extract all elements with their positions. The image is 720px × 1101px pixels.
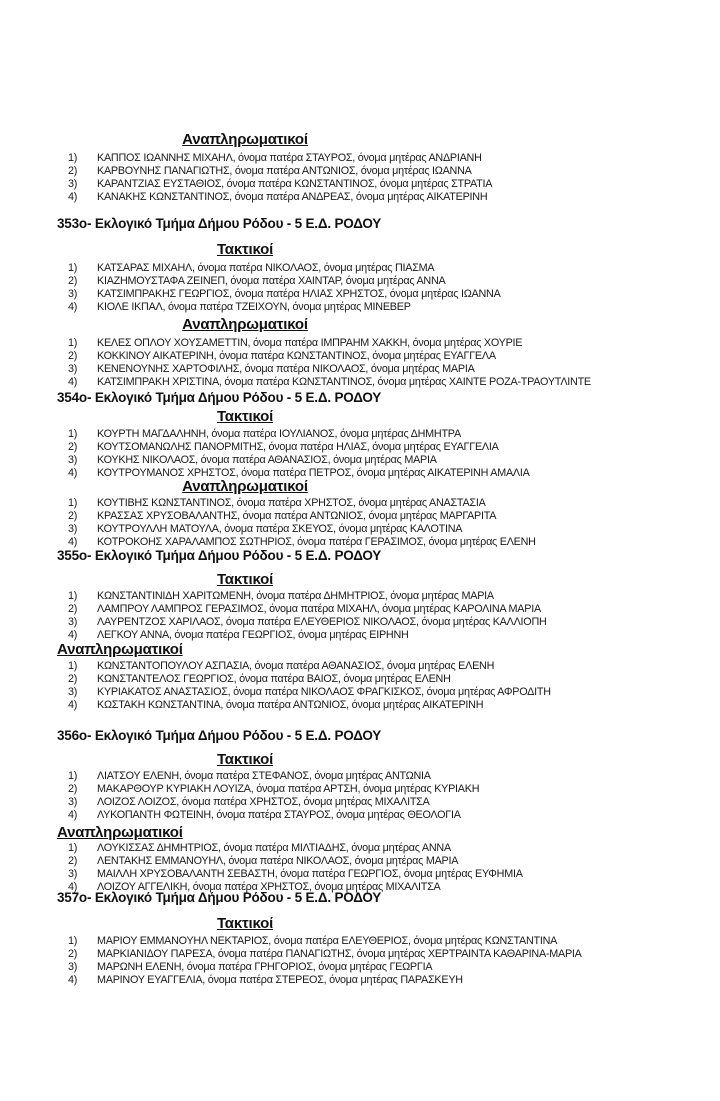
- list-item-number: 3): [68, 961, 78, 973]
- list-item-number: 1): [68, 337, 78, 349]
- list-item: [68, 441, 710, 454]
- list-item-text: ΚΟΥΤΡΟΥΜΑΝΟΣ ΧΡΗΣΤΟΣ, όνομα πατέρα ΠΕΤΡΟΣ, όνομα μητέρας ΑΙΚΑΤΕΡΙΝΗ ΑΜΑΛΙΑ: [97, 467, 530, 479]
- regulars-list: [68, 770, 710, 822]
- list-item: [68, 191, 710, 204]
- list-item-number: 4): [68, 974, 78, 986]
- substitutes-list: [68, 497, 710, 549]
- list-item-number: 3): [68, 288, 78, 300]
- list-item-text: ΚΩΣΤΑΚΗ ΚΩΝΣΤΑΝΤΙΝΑ, όνομα πατέρα ΑΝΤΩΝΙΟΣ, όνομα μητέρας ΑΙΚΑΤΕΡΙΝΗ: [97, 699, 484, 711]
- list-item-number: 1): [68, 935, 78, 947]
- list-item-number: 4): [68, 376, 78, 388]
- list-item-text: ΚΑΤΣΙΜΠΡΑΚΗΣ ΓΕΩΡΓΙΟΣ, όνομα πατέρα ΗΛΙΑΣ ΧΡΗΣΤΟΣ, όνομα μητέρας ΙΩΑΝΝΑ: [97, 288, 501, 300]
- list-item-text: ΚΟΥΤΡΟΥΛΛΗ ΜΑΤΟΥΛΑ, όνομα πατέρα ΣΚΕΥΟΣ, όνομα μητέρας ΚΑΛΟΤΙΝΑ: [97, 523, 463, 535]
- list-item-number: 2): [68, 603, 78, 615]
- list-item: [68, 855, 710, 868]
- list-item: [68, 686, 710, 699]
- list-item-number: 1): [68, 152, 78, 164]
- group-header-substitutes: Αναπληρωματικοί: [182, 316, 308, 333]
- list-item-number: 1): [68, 660, 78, 672]
- list-item-text: ΚΑΤΣΑΡΑΣ ΜΙΧΑΗΛ, όνομα πατέρα ΝΙΚΟΛΑΟΣ, όνομα μητέρας ΠΙΑΣΜΑ: [97, 262, 435, 274]
- list-item-text: ΚΕΛΕΣ ΟΠΛΟΥ ΧΟΥΣΑΜΕΤΤΙΝ, όνομα πατέρα ΙΜΠΡΑΗΜ ΧΑΚΚΗ, όνομα μητέρας ΧΟΥΡΙΕ: [97, 337, 523, 349]
- section-title-356: 356ο- Εκλογικό Τμήμα Δήμου Ρόδου - 5 Ε.Δ. ΡΟΔΟΥ: [57, 728, 382, 743]
- list-item-number: 3): [68, 363, 78, 375]
- list-item-number: 4): [68, 809, 78, 821]
- list-item-number: 4): [68, 191, 78, 203]
- list-item: [68, 948, 710, 961]
- list-item-number: 4): [68, 699, 78, 711]
- regulars-list: [68, 262, 710, 314]
- section-title-357: 357ο- Εκλογικό Τμήμα Δήμου Ρόδου - 5 Ε.Δ. ΡΟΔΟΥ: [57, 890, 382, 905]
- list-item: [68, 660, 710, 673]
- list-item-text: ΚΑΡΑΝΤΖΙΑΣ ΕΥΣΤΑΘΙΟΣ, όνομα πατέρα ΚΩΝΣΤΑΝΤΙΝΟΣ, όνομα μητέρας ΣΤΡΑΤΙΑ: [97, 178, 493, 190]
- regulars-list: [68, 590, 710, 642]
- group-header-substitutes: Αναπληρωματικοί: [57, 824, 183, 841]
- list-item-text: ΛΑΥΡΕΝΤΖΟΣ ΧΑΡΙΛΑΟΣ, όνομα πατέρα ΕΛΕΥΘΕΡΙΟΣ ΝΙΚΟΛΑΟΣ, όνομα μητέρας ΚΑΛΛΙΟΠΗ: [97, 616, 547, 628]
- section-title-353: 353ο- Εκλογικό Τμήμα Δήμου Ρόδου - 5 Ε.Δ. ΡΟΔΟΥ: [57, 216, 382, 231]
- group-header-substitutes: Αναπληρωματικοί: [182, 131, 308, 148]
- list-item-text: ΛΟΥΚΙΣΣΑΣ ΔΗΜΗΤΡΙΟΣ, όνομα πατέρα ΜΙΛΤΙΑΔΗΣ, όνομα μητέρας ΑΝΝΑ: [97, 842, 451, 854]
- substitutes-list: [68, 660, 710, 712]
- group-header-regulars: Τακτικοί: [216, 751, 274, 768]
- list-item-text: ΛΙΑΤΣΟΥ ΕΛΕΝΗ, όνομα πατέρα ΣΤΕΦΑΝΟΣ, όνομα μητέρας ΑΝΤΩΝΙΑ: [97, 770, 431, 782]
- list-item: [68, 165, 710, 178]
- list-item-text: ΜΑΡΚΙΑΝΙΔΟΥ ΠΑΡΕΣΑ, όνομα πατέρα ΠΑΝΑΓΙΩΤΗΣ, όνομα μητέρας ΧΕΡΤΡΑΙΝΤΑ ΚΑΘΑΡΙΝΑ-ΜΑΡΙΑ: [97, 948, 582, 960]
- list-item-number: 3): [68, 868, 78, 880]
- regulars-list: [68, 428, 710, 480]
- list-item-text: ΚΥΡΙΑΚΑΤΟΣ ΑΝΑΣΤΑΣΙΟΣ, όνομα πατέρα ΝΙΚΟΛΑΟΣ ΦΡΑΓΚΙΣΚΟΣ, όνομα μητέρας ΑΦΡΟΔΙΤΗ: [97, 686, 551, 698]
- list-item-number: 1): [68, 770, 78, 782]
- list-item-text: ΜΑΡΩΝΗ ΕΛΕΝΗ, όνομα πατέρα ΓΡΗΓΟΡΙΟΣ, όνομα μητέρας ΓΕΩΡΓΙΑ: [97, 961, 433, 973]
- list-item: [68, 590, 710, 603]
- list-item: [68, 497, 710, 510]
- list-item: [68, 178, 710, 191]
- list-item-text: ΚΑΝΑΚΗΣ ΚΩΝΣΤΑΝΤΙΝΟΣ, όνομα πατέρα ΑΝΔΡΕΑΣ, όνομα μητέρας ΑΙΚΑΤΕΡΙΝΗ: [97, 191, 488, 203]
- list-item-number: 4): [68, 629, 78, 641]
- list-item: [68, 699, 710, 712]
- list-item: [68, 454, 710, 467]
- list-item: [68, 868, 710, 881]
- list-item-text: ΚΡΑΣΣΑΣ ΧΡΥΣΟΒΑΛΑΝΤΗΣ, όνομα πατέρα ΑΝΤΩΝΙΟΣ, όνομα μητέρας ΜΑΡΓΑΡΙΤΑ: [97, 510, 497, 522]
- list-item-number: 4): [68, 301, 78, 313]
- list-item-text: ΛΥΚΟΠΑΝΤΗ ΦΩΤΕΙΝΗ, όνομα πατέρα ΣΤΑΥΡΟΣ, όνομα μητέρας ΘΕΟΛΟΓΙΑ: [97, 809, 461, 821]
- list-item-number: 1): [68, 497, 78, 509]
- list-item-number: 2): [68, 783, 78, 795]
- list-item-number: 2): [68, 350, 78, 362]
- list-item-text: ΚΩΝΣΤΑΝΤΙΝΙΔΗ ΧΑΡΙΤΩΜΕΝΗ, όνομα πατέρα ΔΗΜΗΤΡΙΟΣ, όνομα μητέρας ΜΑΡΙΑ: [97, 590, 494, 602]
- group-header-regulars: Τακτικοί: [216, 241, 274, 258]
- list-item-text: ΛΕΝΤΑΚΗΣ ΕΜΜΑΝΟΥΗΛ, όνομα πατέρα ΝΙΚΟΛΑΟΣ, όνομα μητέρας ΜΑΡΙΑ: [97, 855, 459, 867]
- list-item: [68, 523, 710, 536]
- list-item-number: 2): [68, 275, 78, 287]
- list-item-text: ΚΟΚΚΙΝΟΥ ΑΙΚΑΤΕΡΙΝΗ, όνομα πατέρα ΚΩΝΣΤΑΝΤΙΝΟΣ, όνομα μητέρας ΕΥΑΓΓΕΛΑ: [97, 350, 496, 362]
- list-item-number: 4): [68, 536, 78, 548]
- list-item-number: 3): [68, 523, 78, 535]
- list-item-number: 1): [68, 428, 78, 440]
- list-item-text: ΚΑΤΣΙΜΠΡΑΚΗ ΧΡΙΣΤΙΝΑ, όνομα πατέρα ΚΩΝΣΤΑΝΤΙΝΟΣ, όνομα μητέρας ΧΑΙΝΤΕ ΡΟΖΑ-ΤΡΑΟΥΤΛΙΝΤΕ: [97, 376, 591, 388]
- list-item-number: 4): [68, 881, 78, 893]
- group-header-substitutes: Αναπληρωματικοί: [57, 641, 183, 658]
- list-item: [68, 961, 710, 974]
- list-item-text: ΜΑΚΑΡΘΟΥΡ ΚΥΡΙΑΚΗ ΛΟΥΙΖΑ, όνομα πατέρα ΑΡΤΣΗ, όνομα μητέρας ΚΥΡΙΑΚΗ: [97, 783, 480, 795]
- group-header-regulars: Τακτικοί: [216, 571, 274, 588]
- list-item: [68, 603, 710, 616]
- list-item: [68, 770, 710, 783]
- substitutes-list: [68, 152, 710, 204]
- list-item-text: ΜΑΡΙΝΟΥ ΕΥΑΓΓΕΛΙΑ, όνομα πατέρα ΣΤΕΡΕΟΣ, όνομα μητέρας ΠΑΡΑΣΚΕΥΗ: [97, 974, 463, 986]
- list-item-number: 2): [68, 948, 78, 960]
- list-item-number: 3): [68, 178, 78, 190]
- list-item-number: 3): [68, 454, 78, 466]
- list-item-text: ΚΕΝΕΝΟΥΝΗΣ ΧΑΡΤΟΦΙΛΗΣ, όνομα πατέρα ΝΙΚΟΛΑΟΣ, όνομα μητέρας ΜΑΡΙΑ: [97, 363, 475, 375]
- list-item-text: ΜΑΡΙΟΥ ΕΜΜΑΝΟΥΗΛ ΝΕΚΤΑΡΙΟΣ, όνομα πατέρα ΕΛΕΥΘΕΡΙΟΣ, όνομα μητέρας ΚΩΝΣΤΑΝΤΙΝΑ: [97, 935, 558, 947]
- group-header-substitutes: Αναπληρωματικοί: [182, 478, 308, 495]
- list-item-number: 4): [68, 467, 78, 479]
- list-item: [68, 783, 710, 796]
- list-item: [68, 337, 710, 350]
- list-item-number: 2): [68, 855, 78, 867]
- list-item-number: 3): [68, 616, 78, 628]
- group-header-regulars: Τακτικοί: [216, 915, 274, 932]
- list-item-number: 2): [68, 165, 78, 177]
- list-item-number: 1): [68, 842, 78, 854]
- list-item-text: ΚΟΥΤΙΒΗΣ ΚΩΝΣΤΑΝΤΙΝΟΣ, όνομα πατέρα ΧΡΗΣΤΟΣ, όνομα μητέρας ΑΝΑΣΤΑΣΙΑ: [97, 497, 486, 509]
- list-item-text: ΚΑΡΒΟΥΝΗΣ ΠΑΝΑΓΙΩΤΗΣ, όνομα πατέρα ΑΝΤΩΝΙΟΣ, όνομα μητέρας ΙΩΑΝΝΑ: [97, 165, 472, 177]
- list-item-text: ΜΑΙΛΛΗ ΧΡΥΣΟΒΑΛΑΝΤΗ ΣΕΒΑΣΤΗ, όνομα πατέρα ΓΕΩΡΓΙΟΣ, όνομα μητέρας ΕΥΦΗΜΙΑ: [97, 868, 523, 880]
- list-item-number: 1): [68, 262, 78, 274]
- list-item: [68, 152, 710, 165]
- list-item: [68, 350, 710, 363]
- list-item-text: ΚΙΑΖΗΜΟΥΣΤΑΦΑ ΖΕΙΝΕΠ, όνομα πατέρα ΧΑΙΝΤΑΡ, όνομα μητέρας ΑΝΝΑ: [97, 275, 446, 287]
- list-item-text: ΚΟΥΚΗΣ ΝΙΚΟΛΑΟΣ, όνομα πατέρα ΑΘΑΝΑΣΙΟΣ, όνομα μητέρας ΜΑΡΙΑ: [97, 454, 437, 466]
- group-header-regulars: Τακτικοί: [216, 408, 274, 425]
- list-item: [68, 301, 710, 314]
- list-item: [68, 842, 710, 855]
- list-item-text: ΚΑΠΠΟΣ ΙΩΑΝΝΗΣ ΜΙΧΑΗΛ, όνομα πατέρα ΣΤΑΥΡΟΣ, όνομα μητέρας ΑΝΔΡΙΑΝΗ: [97, 152, 482, 164]
- list-item-text: ΚΙΟΛΕ ΙΚΠΑΛ, όνομα πατέρα ΤΖΕΙΧΟΥΝ, όνομα μητέρας ΜΙΝΕΒΕΡ: [97, 301, 411, 313]
- list-item: [68, 428, 710, 441]
- list-item-text: ΚΟΥΡΤΗ ΜΑΓΔΑΛΗΝΗ, όνομα πατέρα ΙΟΥΛΙΑΝΟΣ, όνομα μητέρας ΔΗΜΗΤΡΑ: [97, 428, 461, 440]
- list-item-number: 2): [68, 510, 78, 522]
- list-item-text: ΚΟΤΡΟΚΟΗΣ ΧΑΡΑΛΑΜΠΟΣ ΣΩΤΗΡΙΟΣ, όνομα πατέρα ΓΕΡΑΣΙΜΟΣ, όνομα μητέρας ΕΛΕΝΗ: [97, 536, 536, 548]
- list-item-number: 2): [68, 673, 78, 685]
- substitutes-list: [68, 337, 710, 389]
- list-item: [68, 262, 710, 275]
- list-item: [68, 809, 710, 822]
- list-item-number: 2): [68, 441, 78, 453]
- list-item-text: ΚΟΥΤΣΟΜΑΝΩΛΗΣ ΠΑΝΟΡΜΙΤΗΣ, όνομα πατέρα ΗΛΙΑΣ, όνομα μητέρας ΕΥΑΓΓΕΛΙΑ: [97, 441, 499, 453]
- regulars-list: [68, 935, 710, 987]
- list-item: [68, 935, 710, 948]
- list-item-text: ΚΩΝΣΤΑΝΤΟΠΟΥΛΟΥ ΑΣΠΑΣΙΑ, όνομα πατέρα ΑΘΑΝΑΣΙΟΣ, όνομα μητέρας ΕΛΕΝΗ: [97, 660, 495, 672]
- list-item: [68, 616, 710, 629]
- list-item: [68, 974, 710, 987]
- list-item-text: ΛΑΜΠΡΟΥ ΛΑΜΠΡΟΣ ΓΕΡΑΣΙΜΟΣ, όνομα πατέρα ΜΙΧΑΗΛ, όνομα μητέρας ΚΑΡΟΛΙΝΑ ΜΑΡΙΑ: [97, 603, 541, 615]
- list-item: [68, 275, 710, 288]
- section-title-355: 355ο- Εκλογικό Τμήμα Δήμου Ρόδου - 5 Ε.Δ. ΡΟΔΟΥ: [57, 548, 382, 563]
- list-item: [68, 363, 710, 376]
- list-item-number: 1): [68, 590, 78, 602]
- list-item-text: ΚΩΝΣΤΑΝΤΕΛΟΣ ΓΕΩΡΓΙΟΣ, όνομα πατέρα ΒΑΙΟΣ, όνομα μητέρας ΕΛΕΝΗ: [97, 673, 451, 685]
- list-item: [68, 796, 710, 809]
- substitutes-list: [68, 842, 710, 894]
- list-item: [68, 510, 710, 523]
- list-item-text: ΛΟΙΖΟΥ ΑΓΓΕΛΙΚΗ, όνομα πατέρα ΧΡΗΣΤΟΣ, όνομα μητέρας ΜΙΧΑΛΙΤΣΑ: [97, 881, 441, 893]
- list-item: [68, 673, 710, 686]
- list-item-text: ΛΟΙΖΟΣ ΛΟΙΖΟΣ, όνομα πατέρα ΧΡΗΣΤΟΣ, όνομα μητέρας ΜΙΧΑΛΙΤΣΑ: [97, 796, 430, 808]
- list-item-number: 3): [68, 686, 78, 698]
- list-item: [68, 376, 710, 389]
- list-item-number: 3): [68, 796, 78, 808]
- list-item-text: ΛΕΓΚΟΥ ΑΝΝΑ, όνομα πατέρα ΓΕΩΡΓΙΟΣ, όνομα μητέρας ΕΙΡΗΝΗ: [97, 629, 409, 641]
- list-item: [68, 288, 710, 301]
- section-title-354: 354ο- Εκλογικό Τμήμα Δήμου Ρόδου - 5 Ε.Δ. ΡΟΔΟΥ: [57, 390, 382, 405]
